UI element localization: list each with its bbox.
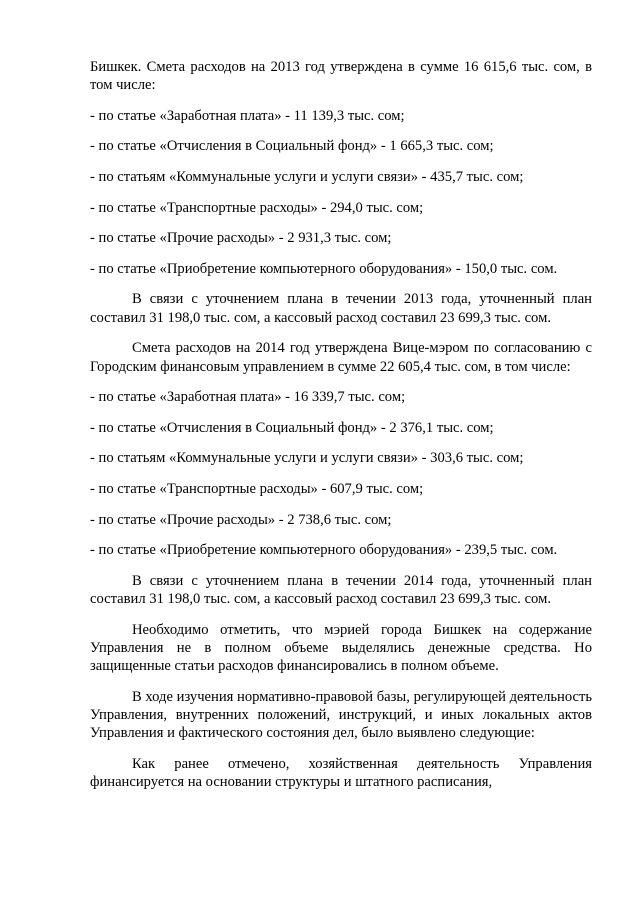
list-item: - по статье «Заработная плата» - 16 339,7 тыс. сом; <box>90 389 406 406</box>
list-item: - по статье «Отчисления в Социальный фонд» - 2 376,1 тыс. сом; <box>90 419 494 436</box>
list-item: - по статье «Приобретение компьютерного оборудования» - 239,5 тыс. сом. <box>90 542 558 559</box>
budget-2013-list <box>90 107 592 278</box>
intro-2014-paragraph: Смета расходов на 2014 год утверждена Вице-мэром по согласованию с Городским финансовым управлением в сумме 22 605,4 тыс. сом, в том числе: <box>90 340 592 375</box>
clarification-2014-paragraph: В связи с уточнением плана в течении 2014 года, уточненный план составил 31 198,0 тыс. сом, а кассовый расход составил 23 699,3 тыс. сом. <box>90 572 592 608</box>
budget-2014-list <box>90 388 592 559</box>
list-item: - по статье «Прочие расходы» - 2 931,3 тыс. сом; <box>90 230 392 247</box>
list-item: - по статье «Транспортные расходы» - 294,0 тыс. сом; <box>90 199 424 216</box>
list-item: - по статье «Прочие расходы» - 2 738,6 тыс. сом; <box>90 511 392 528</box>
funding-note-paragraph: Необходимо отметить, что мэрией города Бишкек на содержание Управления не в полном объеме выделялись денежные средства. Но защищенные статьи расходов финансировались в полном объеме. <box>90 621 592 675</box>
list-item: - по статьям «Коммунальные услуги и услуги связи» - 303,6 тыс. сом; <box>90 450 524 467</box>
clarification-2013-paragraph: В связи с уточнением плана в течении 2013 года, уточненный план составил 31 198,0 тыс. сом, а кассовый расход составил 23 699,3 тыс. сом. <box>90 291 592 326</box>
findings-intro-paragraph: В ходе изучения нормативно-правовой базы, регулирующей деятельность Управления, внутренних положений, инструкций, и иных локальных актов Управления и фактического состояния дел, было выявлено следующие: <box>90 688 592 742</box>
list-item: - по статье «Приобретение компьютерного оборудования» - 150,0 тыс. сом. <box>90 260 558 277</box>
list-item: - по статье «Заработная плата» - 11 139,3 тыс. сом; <box>90 107 405 124</box>
document-page <box>90 58 592 804</box>
intro-paragraph: Бишкек. Смета расходов на 2013 год утверждена в сумме 16 615,6 тыс. сом, в том числе: <box>90 59 592 94</box>
list-item: - по статьям «Коммунальные услуги и услуги связи» - 435,7 тыс. сом; <box>90 169 524 186</box>
last-paragraph: Как ранее отмечено, хозяйственная деятельность Управления финансируется на основании структуры и штатного расписания, <box>90 756 592 791</box>
list-item: - по статье «Отчисления в Социальный фонд» - 1 665,3 тыс. сом; <box>90 138 494 155</box>
list-item: - по статье «Транспортные расходы» - 607,9 тыс. сом; <box>90 481 424 498</box>
